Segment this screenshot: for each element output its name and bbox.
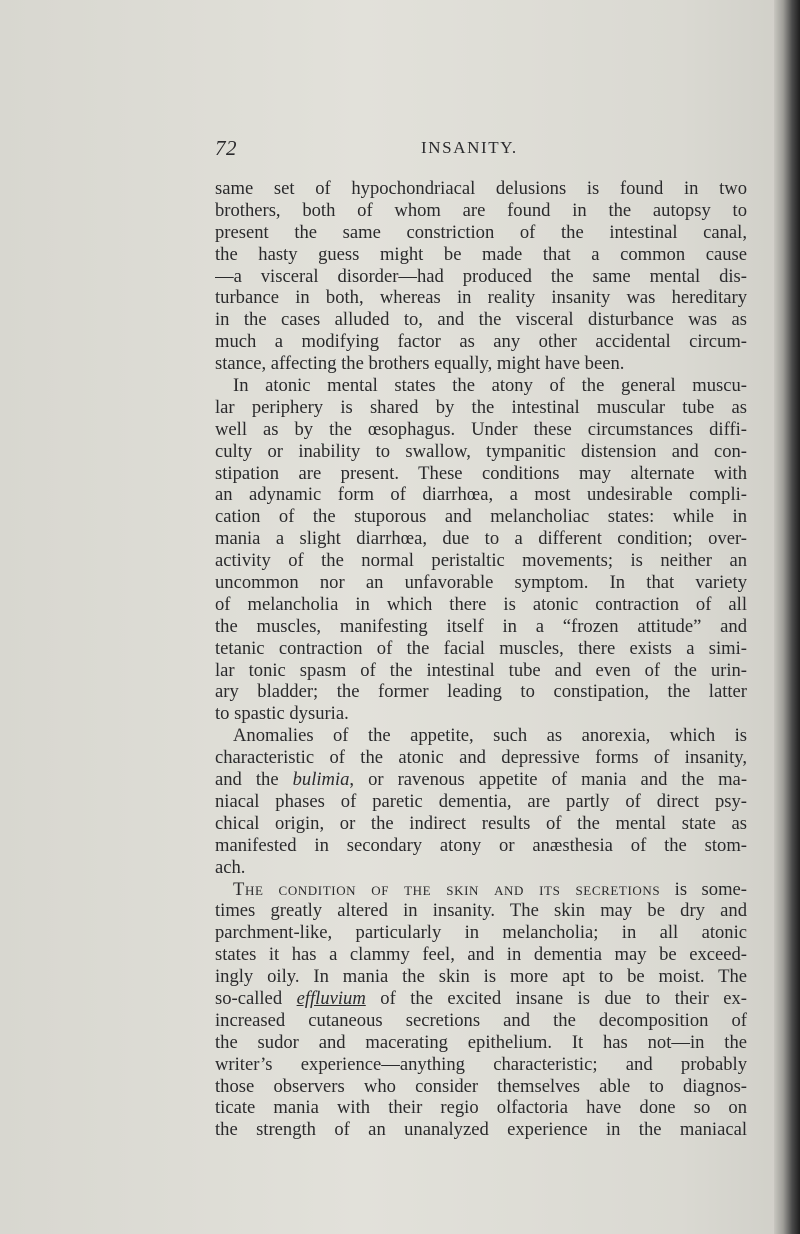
text-line: chical origin, or the indirect results of the mental state as	[215, 812, 747, 834]
text-line: to spastic dysuria.	[215, 703, 349, 725]
text-line: niacal phases of paretic dementia, are partly of direct psy-	[215, 790, 747, 812]
section-lead-line	[215, 879, 747, 901]
text-line: manifested in secondary atony or anæsthesia of the stom-	[215, 834, 747, 856]
text-line: characteristic of the atonic and depressive forms of insanity,	[215, 747, 747, 769]
section-lead-smallcaps: The condition of the skin and its secretions	[233, 878, 661, 900]
text-line: in the cases alluded to, and the visceral disturbance was as	[215, 309, 747, 331]
italic-term-bulimia: bulimia	[292, 769, 350, 791]
text-line: stance, affecting the brothers equally, might have been.	[215, 353, 625, 375]
text-line: turbance in both, whereas in reality insanity was hereditary	[215, 287, 747, 309]
text-run: of the excited insane is due to their ex-	[365, 987, 747, 1009]
text-line: an adynamic form of diarrhœa, a most undesirable compli-	[215, 484, 747, 506]
text-line: Anomalies of the appetite, such as anorexia, which is	[233, 725, 747, 747]
text-line: parchment-like, particularly in melancholia; in all atonic	[215, 922, 747, 944]
text-line: of melancholia in which there is atonic contraction of all	[215, 593, 747, 615]
text-line: writer’s experience—anything characteristic; and probably	[215, 1053, 747, 1075]
text-line: activity of the normal peristaltic movements; is neither an	[215, 550, 747, 572]
text-line: times greatly altered in insanity. The skin may be dry and	[215, 900, 747, 922]
text-line: In atonic mental states the atony of the general muscu-	[233, 375, 747, 397]
text-line: much a modifying factor as any other accidental circum-	[215, 331, 747, 353]
text-line: ingly oily. In mania the skin is more apt to be moist. The	[215, 966, 747, 988]
italic-term-effluvium: effluvium	[296, 987, 366, 1009]
page-number: 72	[215, 136, 237, 160]
body-text	[215, 178, 747, 1141]
text-line-bulimia	[215, 769, 747, 791]
text-line: the sudor and macerating epithelium. It has not—in the	[215, 1031, 747, 1053]
text-line: ach.	[215, 856, 246, 878]
text-line: states it has a clammy feel, and in dementia may be exceed-	[215, 944, 747, 966]
page-gutter-shadow	[774, 0, 800, 1234]
text-run: , or ravenous appetite of mania and the ma-	[349, 769, 747, 791]
text-line: —a visceral disorder—had produced the same mental dis-	[215, 265, 747, 287]
text-line: the strength of an unanalyzed experience in the maniacal	[215, 1119, 747, 1141]
text-line: increased cutaneous secretions and the decomposition of	[215, 1009, 747, 1031]
text-line: those observers who consider themselves able to diagnos-	[215, 1075, 747, 1097]
text-line: well as by the œsophagus. Under these circumstances diffi-	[215, 418, 747, 440]
text-line: brothers, both of whom are found in the autopsy to	[215, 199, 747, 221]
text-line: cation of the stuporous and melancholiac states: while in	[215, 506, 747, 528]
text-line: uncommon nor an unfavorable symptom. In that variety	[215, 572, 747, 594]
text-line: present the same constriction of the intestinal canal,	[215, 221, 747, 243]
text-line: mania a slight diarrhœa, due to a different condition; over-	[215, 528, 747, 550]
text-line: lar tonic spasm of the intestinal tube and even of the urin-	[215, 659, 747, 681]
page-header	[215, 136, 735, 170]
running-head: INSANITY.	[421, 138, 518, 157]
text-line: culty or inability to swallow, tympanitic distension and con-	[215, 440, 747, 462]
text-line: same set of hypochondriacal delusions is found in two	[215, 178, 747, 199]
text-line: the muscles, manifesting itself in a “frozen attitude” and	[215, 615, 747, 637]
text-run: and the	[215, 769, 293, 791]
text-line-effluvium	[215, 988, 747, 1010]
text-line: the hasty guess might be made that a common cause	[215, 243, 747, 265]
text-line: tetanic contraction of the facial muscles, there exists a simi-	[215, 637, 747, 659]
text-run: so-called	[215, 987, 297, 1009]
text-line: ary bladder; the former leading to constipation, the latter	[215, 681, 747, 703]
text-line: lar periphery is shared by the intestinal muscular tube as	[215, 396, 747, 418]
text-line: ticate mania with their regio olfactoria have done so on	[215, 1097, 747, 1119]
text-line: stipation are present. These conditions may alternate with	[215, 462, 747, 484]
text-run: is some-	[660, 878, 747, 900]
